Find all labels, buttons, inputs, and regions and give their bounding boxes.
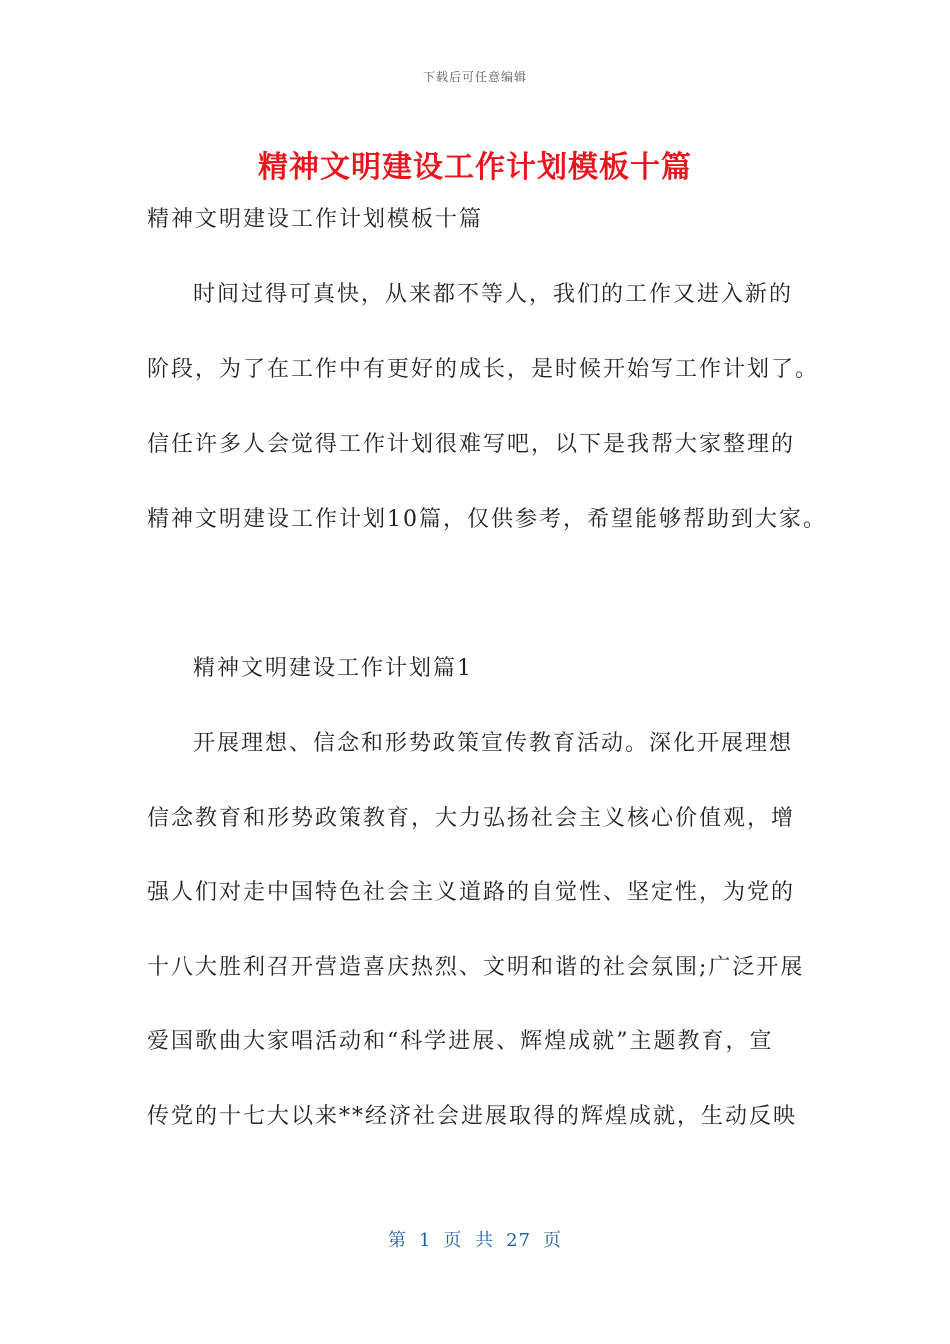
body-line: 十八大胜利召开营造喜庆热烈、文明和谐的社会氛围;广泛开展 <box>147 955 805 980</box>
footer-page-number: 1 <box>418 1230 432 1251</box>
footer-middle: 页 共 <box>443 1230 495 1251</box>
intro-line: 阶段，为了在工作中有更好的成长，是时候开始写工作计划了。 <box>147 357 820 382</box>
header-note: 下载后可任意编辑 <box>422 70 527 84</box>
page-footer <box>0 1226 950 1252</box>
body-line: 强人们对走中国特色社会主义道路的自觉性、坚定性，为党的 <box>147 880 796 905</box>
body-line: 信念教育和形势政策教育，大力弘扬社会主义核心价值观，增 <box>147 806 796 831</box>
intro-line: 信任许多人会觉得工作计划很难写吧，以下是我帮大家整理的 <box>147 432 796 457</box>
body-line: 传党的十七大以来**经济社会进展取得的辉煌成就，生动反映 <box>147 1104 798 1129</box>
document-title: 精神文明建设工作计划模板十篇 <box>258 150 692 185</box>
footer-total-pages: 27 <box>506 1230 532 1251</box>
body-line: 开展理想、信念和形势政策宣传教育活动。深化开展理想 <box>193 731 794 756</box>
section-heading: 精神文明建设工作计划篇1 <box>193 656 473 681</box>
footer-prefix: 第 <box>387 1230 407 1251</box>
body-line: 爱国歌曲大家唱活动和“科学进展、辉煌成就”主题教育，宣 <box>147 1029 774 1054</box>
footer-suffix: 页 <box>543 1230 563 1251</box>
document-subtitle: 精神文明建设工作计划模板十篇 <box>147 207 484 232</box>
intro-line: 时间过得可真快，从来都不等人，我们的工作又进入新的 <box>193 282 794 307</box>
intro-line: 精神文明建设工作计划10篇，仅供参考，希望能够帮助到大家。 <box>147 507 827 532</box>
